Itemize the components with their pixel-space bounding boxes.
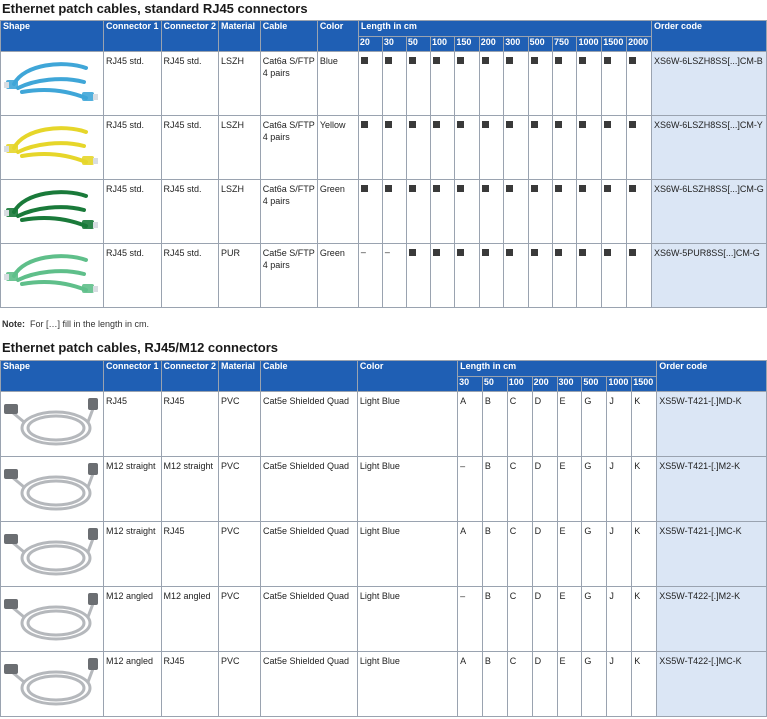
length-code-cell: B: [482, 652, 507, 717]
cable-pairs: 4 pairs: [262, 260, 290, 270]
shape-cell: [1, 652, 104, 717]
available-marker: [604, 121, 611, 128]
connector-2-cell: RJ45: [161, 522, 219, 587]
cable-cell: Cat5e Shielded Quad: [260, 522, 357, 587]
available-marker: [579, 57, 586, 64]
length-header-100: 100: [507, 377, 532, 392]
header-color: Color: [317, 21, 358, 52]
length-availability-cell: [602, 52, 627, 116]
length-availability-cell: [504, 180, 528, 244]
length-availability-cell: [479, 116, 503, 180]
header-cable: Cable: [260, 21, 317, 52]
shape-cell: [1, 522, 104, 587]
length-header-50: 50: [406, 37, 430, 52]
color-cell: Light Blue: [357, 457, 457, 522]
length-availability-cell: [602, 244, 627, 308]
length-availability-cell: [479, 52, 503, 116]
color-cell: Green: [317, 244, 358, 308]
available-marker: [604, 185, 611, 192]
length-code-cell: D: [532, 457, 557, 522]
length-availability-cell: [358, 116, 382, 180]
available-marker: [482, 121, 489, 128]
available-marker: [555, 185, 562, 192]
available-marker: [555, 57, 562, 64]
m12-cable-image: [4, 654, 100, 714]
material-cell: PVC: [219, 652, 261, 717]
header-connector-2: Connector 2: [161, 21, 219, 52]
note-label: Note:: [2, 319, 25, 329]
header-color: Color: [357, 361, 457, 392]
available-marker: [531, 57, 538, 64]
order-code-cell: XS6W-5PUR8SS[...]CM-G: [651, 244, 766, 308]
available-marker: [531, 185, 538, 192]
table-row: [1, 180, 767, 244]
length-availability-cell: [627, 180, 652, 244]
length-availability-cell: [479, 180, 503, 244]
length-availability-cell: [406, 116, 430, 180]
available-marker: [604, 249, 611, 256]
connector-2-cell: RJ45 std.: [161, 116, 219, 180]
cable-cell: Cat5e Shielded Quad: [260, 392, 357, 457]
length-availability-cell: [455, 52, 479, 116]
length-availability-cell: [577, 52, 602, 116]
cable-cell: Cat5e Shielded Quad: [260, 587, 357, 652]
length-availability-cell: [627, 52, 652, 116]
table-row: [1, 52, 767, 116]
length-code-cell: J: [607, 392, 632, 457]
length-availability-cell: [455, 180, 479, 244]
header-length: Length in cm: [358, 21, 651, 37]
shape-cell: [1, 457, 104, 522]
length-header-1500: 1500: [632, 377, 657, 392]
order-code-cell: XS6W-6LSZH8SS[...]CM-G: [651, 180, 766, 244]
color-cell: Light Blue: [357, 652, 457, 717]
table-row: [1, 392, 767, 457]
connector-1-cell: M12 straight: [104, 457, 162, 522]
connector-2-cell: M12 straight: [161, 457, 219, 522]
header-material: Material: [219, 21, 261, 52]
available-marker: [555, 121, 562, 128]
length-header-30: 30: [382, 37, 406, 52]
length-code-cell: K: [632, 457, 657, 522]
connector-2-cell: RJ45 std.: [161, 244, 219, 308]
cable-type: Cat6a S/FTP: [262, 184, 315, 194]
table-row: [1, 116, 767, 180]
length-availability-cell: [358, 52, 382, 116]
length-availability-cell: [504, 116, 528, 180]
available-marker: [482, 185, 489, 192]
available-marker: [506, 249, 513, 256]
shape-cell: [1, 52, 104, 116]
available-marker: [361, 57, 368, 64]
length-availability-cell: [602, 180, 627, 244]
available-marker: [629, 57, 636, 64]
length-availability-cell: [577, 244, 602, 308]
cable-pairs: 4 pairs: [262, 68, 290, 78]
length-code-cell: B: [482, 392, 507, 457]
length-availability-cell: [553, 116, 577, 180]
available-marker: [482, 57, 489, 64]
length-header-100: 100: [430, 37, 454, 52]
length-code-cell: D: [532, 522, 557, 587]
length-code-cell: E: [557, 392, 582, 457]
available-marker: [385, 185, 392, 192]
length-header-50: 50: [482, 377, 507, 392]
length-availability-cell: [382, 180, 406, 244]
length-availability-cell: [577, 116, 602, 180]
table-row: [1, 244, 767, 308]
patch-cable-image: [4, 246, 100, 304]
header-connector-2: Connector 2: [161, 361, 219, 392]
color-cell: Yellow: [317, 116, 358, 180]
connector-1-cell: M12 angled: [104, 587, 162, 652]
available-marker: [604, 57, 611, 64]
cable-cell: [260, 180, 317, 244]
length-code-cell: C: [507, 522, 532, 587]
connector-1-cell: M12 angled: [104, 652, 162, 717]
table2-title: Ethernet patch cables, RJ45/M12 connectors: [2, 340, 278, 355]
patch-cable-image: [4, 118, 100, 176]
cable-type: Cat6a S/FTP: [262, 120, 315, 130]
order-code-cell: XS5W-T421-[.]MC-K: [657, 522, 767, 587]
cable-type: Cat6a S/FTP: [262, 56, 315, 66]
length-code-cell: B: [482, 457, 507, 522]
length-header-750: 750: [553, 37, 577, 52]
available-marker: [531, 249, 538, 256]
available-marker: [531, 121, 538, 128]
shape-cell: [1, 116, 104, 180]
length-code-cell: G: [582, 522, 607, 587]
length-availability-cell: [382, 52, 406, 116]
header-order-code: Order code: [651, 21, 766, 52]
order-code-cell: XS5W-T422-[.]MC-K: [657, 652, 767, 717]
cable-cell: Cat5e Shielded Quad: [260, 652, 357, 717]
available-marker: [506, 121, 513, 128]
length-availability-cell: [553, 244, 577, 308]
cable-cell: [260, 116, 317, 180]
material-cell: LSZH: [219, 180, 261, 244]
length-code-cell: –: [458, 587, 483, 652]
order-code-cell: XS6W-6LSZH8SS[...]CM-Y: [651, 116, 766, 180]
available-marker: [361, 121, 368, 128]
length-header-1000: 1000: [577, 37, 602, 52]
available-marker: [457, 249, 464, 256]
shape-cell: [1, 180, 104, 244]
connector-1-cell: RJ45 std.: [104, 244, 162, 308]
table-row: [1, 587, 767, 652]
available-marker: [433, 121, 440, 128]
length-code-cell: C: [507, 652, 532, 717]
length-availability-cell: [430, 180, 454, 244]
length-availability-cell: [406, 52, 430, 116]
available-marker: [579, 185, 586, 192]
length-availability-cell: [602, 116, 627, 180]
material-cell: LSZH: [219, 116, 261, 180]
color-cell: Light Blue: [357, 522, 457, 587]
connector-1-cell: RJ45 std.: [104, 52, 162, 116]
cable-pairs: 4 pairs: [262, 132, 290, 142]
length-code-cell: C: [507, 587, 532, 652]
header-connector-1: Connector 1: [104, 21, 162, 52]
length-availability-cell: [553, 52, 577, 116]
length-code-cell: J: [607, 587, 632, 652]
length-code-cell: E: [557, 457, 582, 522]
shape-cell: [1, 587, 104, 652]
available-marker: [457, 57, 464, 64]
length-header-20: 20: [358, 37, 382, 52]
connector-2-cell: M12 angled: [161, 587, 219, 652]
header-length: Length in cm: [458, 361, 657, 377]
available-marker: [579, 249, 586, 256]
available-marker: [555, 249, 562, 256]
table-row: [1, 522, 767, 587]
header-order-code: Order code: [657, 361, 767, 392]
not-available-dash: –: [384, 247, 390, 257]
length-code-cell: A: [458, 392, 483, 457]
length-availability-cell: [528, 116, 552, 180]
order-code-cell: XS5W-T421-[.]MD-K: [657, 392, 767, 457]
cable-pairs: 4 pairs: [262, 196, 290, 206]
material-cell: PVC: [219, 587, 261, 652]
connector-2-cell: RJ45: [161, 652, 219, 717]
length-header-200: 200: [532, 377, 557, 392]
material-cell: LSZH: [219, 52, 261, 116]
order-code-cell: XS5W-T422-[.]M2-K: [657, 587, 767, 652]
available-marker: [409, 185, 416, 192]
length-availability-cell: [528, 244, 552, 308]
material-cell: PVC: [219, 522, 261, 587]
length-header-2000: 2000: [627, 37, 652, 52]
rj45-cable-table: [0, 20, 767, 308]
header-cable: Cable: [260, 361, 357, 392]
color-cell: Light Blue: [357, 587, 457, 652]
length-code-cell: A: [458, 652, 483, 717]
available-marker: [433, 185, 440, 192]
length-code-cell: K: [632, 392, 657, 457]
length-availability-cell: [358, 244, 382, 308]
length-code-cell: E: [557, 652, 582, 717]
length-header-1500: 1500: [602, 37, 627, 52]
length-code-cell: D: [532, 652, 557, 717]
length-availability-cell: [553, 180, 577, 244]
material-cell: PUR: [219, 244, 261, 308]
color-cell: Light Blue: [357, 392, 457, 457]
available-marker: [579, 121, 586, 128]
length-code-cell: D: [532, 392, 557, 457]
not-available-dash: –: [360, 247, 366, 257]
color-cell: Green: [317, 180, 358, 244]
length-code-cell: E: [557, 587, 582, 652]
available-marker: [629, 185, 636, 192]
m12-cable-table: [0, 360, 767, 717]
available-marker: [629, 249, 636, 256]
connector-2-cell: RJ45 std.: [161, 52, 219, 116]
material-cell: PVC: [219, 457, 261, 522]
length-availability-cell: [455, 116, 479, 180]
length-availability-cell: [627, 116, 652, 180]
connector-1-cell: RJ45: [104, 392, 162, 457]
available-marker: [433, 249, 440, 256]
length-availability-cell: [627, 244, 652, 308]
length-code-cell: G: [582, 392, 607, 457]
available-marker: [457, 185, 464, 192]
table1-title: Ethernet patch cables, standard RJ45 connectors: [2, 1, 308, 16]
m12-cable-image: [4, 524, 100, 584]
connector-1-cell: RJ45 std.: [104, 180, 162, 244]
cable-cell: [260, 52, 317, 116]
table-row: [1, 457, 767, 522]
material-cell: PVC: [219, 392, 261, 457]
order-code-cell: XS6W-6LSZH8SS[...]CM-B: [651, 52, 766, 116]
note-text: For […] fill in the length in cm.: [30, 319, 150, 329]
shape-cell: [1, 244, 104, 308]
shape-cell: [1, 392, 104, 457]
header-material: Material: [219, 361, 261, 392]
available-marker: [409, 121, 416, 128]
length-header-200: 200: [479, 37, 503, 52]
cable-cell: [260, 244, 317, 308]
length-code-cell: K: [632, 587, 657, 652]
available-marker: [482, 249, 489, 256]
color-cell: Blue: [317, 52, 358, 116]
m12-cable-image: [4, 394, 100, 454]
length-availability-cell: [504, 244, 528, 308]
available-marker: [433, 57, 440, 64]
m12-cable-image: [4, 589, 100, 649]
patch-cable-image: [4, 54, 100, 112]
length-code-cell: A: [458, 522, 483, 587]
length-header-300: 300: [504, 37, 528, 52]
header-shape: Shape: [1, 21, 104, 52]
connector-1-cell: M12 straight: [104, 522, 162, 587]
length-code-cell: C: [507, 392, 532, 457]
available-marker: [457, 121, 464, 128]
connector-2-cell: RJ45: [161, 392, 219, 457]
order-code-cell: XS5W-T421-[.]M2-K: [657, 457, 767, 522]
length-code-cell: G: [582, 652, 607, 717]
length-availability-cell: [528, 52, 552, 116]
length-availability-cell: [382, 116, 406, 180]
length-availability-cell: [455, 244, 479, 308]
length-code-cell: –: [458, 457, 483, 522]
header-shape: Shape: [1, 361, 104, 392]
length-header-30: 30: [458, 377, 483, 392]
length-availability-cell: [406, 180, 430, 244]
m12-cable-image: [4, 459, 100, 519]
length-code-cell: C: [507, 457, 532, 522]
length-availability-cell: [528, 180, 552, 244]
length-availability-cell: [430, 244, 454, 308]
length-header-150: 150: [455, 37, 479, 52]
length-availability-cell: [430, 116, 454, 180]
length-code-cell: G: [582, 457, 607, 522]
length-code-cell: D: [532, 587, 557, 652]
available-marker: [385, 57, 392, 64]
length-availability-cell: [382, 244, 406, 308]
length-code-cell: G: [582, 587, 607, 652]
connector-1-cell: RJ45 std.: [104, 116, 162, 180]
length-header-500: 500: [582, 377, 607, 392]
available-marker: [409, 57, 416, 64]
length-code-cell: E: [557, 522, 582, 587]
available-marker: [409, 249, 416, 256]
header-connector-1: Connector 1: [104, 361, 162, 392]
length-availability-cell: [358, 180, 382, 244]
length-availability-cell: [577, 180, 602, 244]
length-code-cell: J: [607, 522, 632, 587]
length-code-cell: J: [607, 457, 632, 522]
note: [2, 319, 149, 329]
table-row: [1, 652, 767, 717]
available-marker: [506, 185, 513, 192]
length-availability-cell: [479, 244, 503, 308]
length-code-cell: K: [632, 522, 657, 587]
length-code-cell: B: [482, 587, 507, 652]
connector-2-cell: RJ45 std.: [161, 180, 219, 244]
length-availability-cell: [504, 52, 528, 116]
cable-cell: Cat5e Shielded Quad: [260, 457, 357, 522]
length-header-1000: 1000: [607, 377, 632, 392]
length-code-cell: J: [607, 652, 632, 717]
length-code-cell: K: [632, 652, 657, 717]
length-availability-cell: [430, 52, 454, 116]
length-header-300: 300: [557, 377, 582, 392]
length-code-cell: B: [482, 522, 507, 587]
available-marker: [385, 121, 392, 128]
length-availability-cell: [406, 244, 430, 308]
available-marker: [629, 121, 636, 128]
available-marker: [361, 185, 368, 192]
patch-cable-image: [4, 182, 100, 240]
length-header-500: 500: [528, 37, 552, 52]
cable-type: Cat5e S/FTP: [262, 248, 315, 258]
available-marker: [506, 57, 513, 64]
